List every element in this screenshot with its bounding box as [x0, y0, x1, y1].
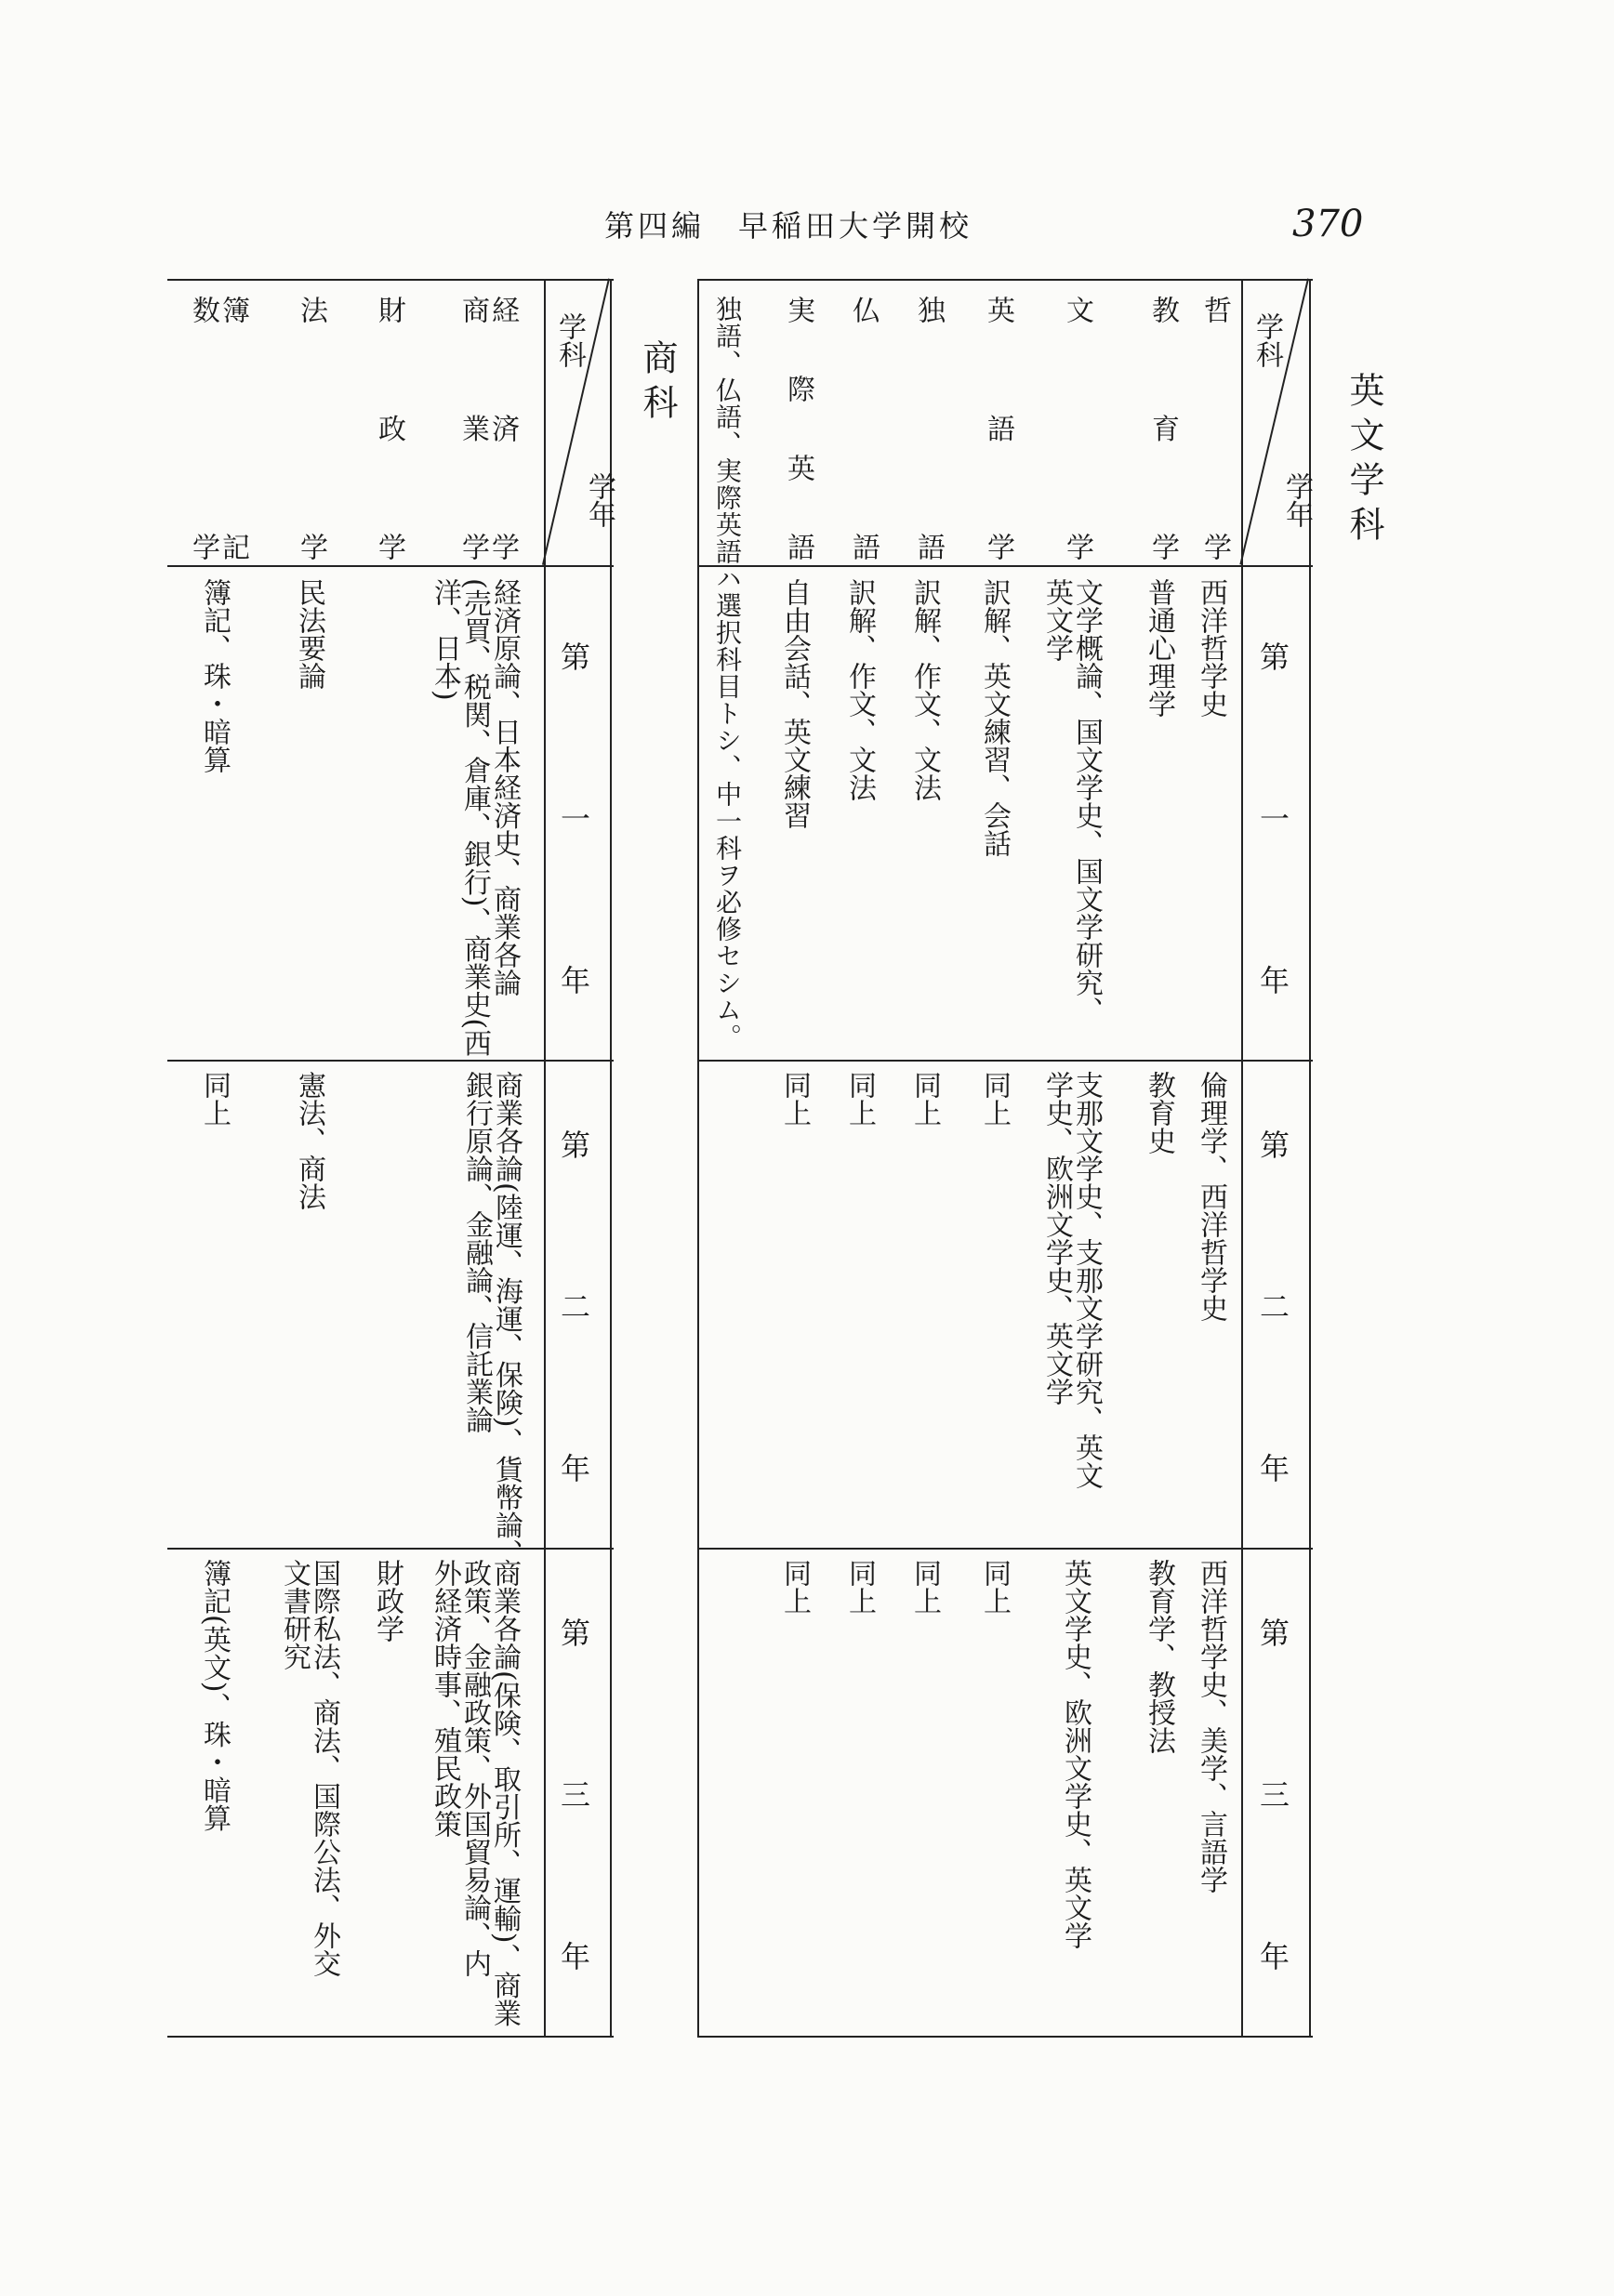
- running-header-title: 第四編 早稲田大学開校: [604, 208, 973, 244]
- cell-economics-y3: 商業各論(保険、取引所、運輸)、商業 政策、金融政策、外国貿易論、内 外経済時事、殖民政策: [429, 1559, 521, 2027]
- rule-right: [1309, 279, 1311, 2038]
- cell-law-y2: 憲法、商法: [293, 1071, 325, 1210]
- year-header-3: 第 三 年: [556, 1617, 591, 1971]
- cell-literature-y3: 英文学史、欧洲文学史、英文学: [1059, 1559, 1091, 1949]
- rule-year1: [167, 1060, 614, 1062]
- cell-german-y2: 同上: [908, 1071, 941, 1127]
- subject-commerce: 商業学: [456, 296, 489, 561]
- english-section-title: 英文学科: [1343, 372, 1384, 550]
- year-header-1: 第 一 年: [556, 641, 591, 995]
- rule-corner: [1241, 279, 1243, 2038]
- page-number: 370: [1292, 203, 1364, 245]
- corner-label-year: 学年: [583, 472, 615, 528]
- cell-literature-y1: 文学概論、国文学史、国文学研究、 英文学: [1040, 578, 1103, 1024]
- rule-top: [697, 279, 1313, 281]
- subject-law: 法学: [295, 296, 327, 561]
- subject-finance: 財政学: [373, 296, 405, 561]
- rule-year1: [697, 1060, 1313, 1062]
- cell-law-y1: 民法要論: [293, 578, 325, 690]
- corner-label-subject: 学科: [553, 312, 586, 368]
- cell-german-y3: 同上: [908, 1559, 941, 1615]
- rule-header: [167, 565, 614, 567]
- cell-philosophy-y1: 西洋哲学史: [1195, 578, 1227, 718]
- subject-literature: 文学: [1061, 296, 1093, 561]
- cell-practical-y3: 同上: [778, 1559, 811, 1615]
- subject-english: 英語学: [982, 296, 1014, 561]
- cell-bookkeeping-y3: 簿記(英文)、珠・暗算: [198, 1559, 231, 1832]
- cell-english-y2: 同上: [978, 1071, 1011, 1127]
- year-header-2: 第 二 年: [556, 1129, 591, 1483]
- cell-practical-y1: 自由会話、英文練習: [778, 578, 811, 829]
- subject-economics: 経済学: [486, 296, 519, 561]
- cell-philosophy-y2: 倫理学、西洋哲学史: [1195, 1071, 1227, 1322]
- cell-philosophy-y3: 西洋哲学史、美学、言語学: [1195, 1559, 1227, 1894]
- corner-label-year: 学年: [1280, 472, 1313, 528]
- year-header-3: 第 三 年: [1255, 1617, 1290, 1971]
- cell-literature-y2: 支那文学史、支那文学研究、英文 学史、欧洲文学史、英文学: [1040, 1071, 1103, 1489]
- rule-bottom: [697, 2036, 1313, 2038]
- subject-education: 教育学: [1146, 296, 1179, 561]
- cell-economics-y1: 経済原論、日本経済史、商業各論 (売買、税関、倉庫、銀行)、商業史(西 洋、日本): [429, 578, 521, 1058]
- cell-bookkeeping-y1: 簿記、珠・暗算: [198, 578, 231, 773]
- cell-finance-y3: 財政学: [371, 1559, 404, 1643]
- cell-law-y3: 国際私法、商法、国際公法、外交 文書研究: [278, 1559, 340, 1977]
- rule-right: [610, 279, 612, 2038]
- cell-french-y2: 同上: [843, 1071, 876, 1127]
- cell-education-y3: 教育学、教授法: [1143, 1559, 1175, 1754]
- subject-mathematics: 数学: [187, 296, 219, 561]
- rule-top: [167, 279, 614, 281]
- subject-german: 独語: [912, 296, 945, 561]
- cell-english-y1: 訳解、英文練習、会話: [978, 578, 1011, 857]
- corner-label-subject: 学科: [1250, 312, 1283, 368]
- rule-corner: [544, 279, 546, 2038]
- rule-header: [697, 565, 1313, 567]
- cell-bookkeeping-y2: 同上: [198, 1071, 231, 1127]
- cell-french-y3: 同上: [843, 1559, 876, 1615]
- cell-english-y3: 同上: [978, 1559, 1011, 1615]
- year-header-1: 第 一 年: [1255, 641, 1290, 995]
- subject-practical-english: 実際英語: [782, 296, 814, 561]
- subject-philosophy: 哲学: [1198, 296, 1231, 561]
- english-note: 独語、仏語、実際英語ハ選択科目トシ、中一科ヲ必修セシム。: [712, 296, 743, 1050]
- subject-french: 仏語: [847, 296, 880, 561]
- cell-education-y2: 教育史: [1143, 1071, 1175, 1155]
- rule-bottom: [167, 2036, 614, 2038]
- cell-education-y1: 普通心理学: [1143, 578, 1175, 718]
- subject-bookkeeping: 簿記: [217, 296, 249, 561]
- year-header-2: 第 二 年: [1255, 1129, 1290, 1483]
- rule-year2: [167, 1548, 614, 1550]
- rule-year2: [697, 1548, 1313, 1550]
- cell-german-y1: 訳解、作文、文法: [908, 578, 941, 801]
- cell-economics-y2: 商業各論(陸運、海運、保険)、貨幣論、 銀行原論、金融論、信託業論: [460, 1071, 523, 1567]
- commerce-section-title: 商科: [637, 339, 678, 429]
- rule-left: [697, 279, 699, 2038]
- cell-french-y1: 訳解、作文、文法: [843, 578, 876, 801]
- cell-practical-y2: 同上: [778, 1071, 811, 1127]
